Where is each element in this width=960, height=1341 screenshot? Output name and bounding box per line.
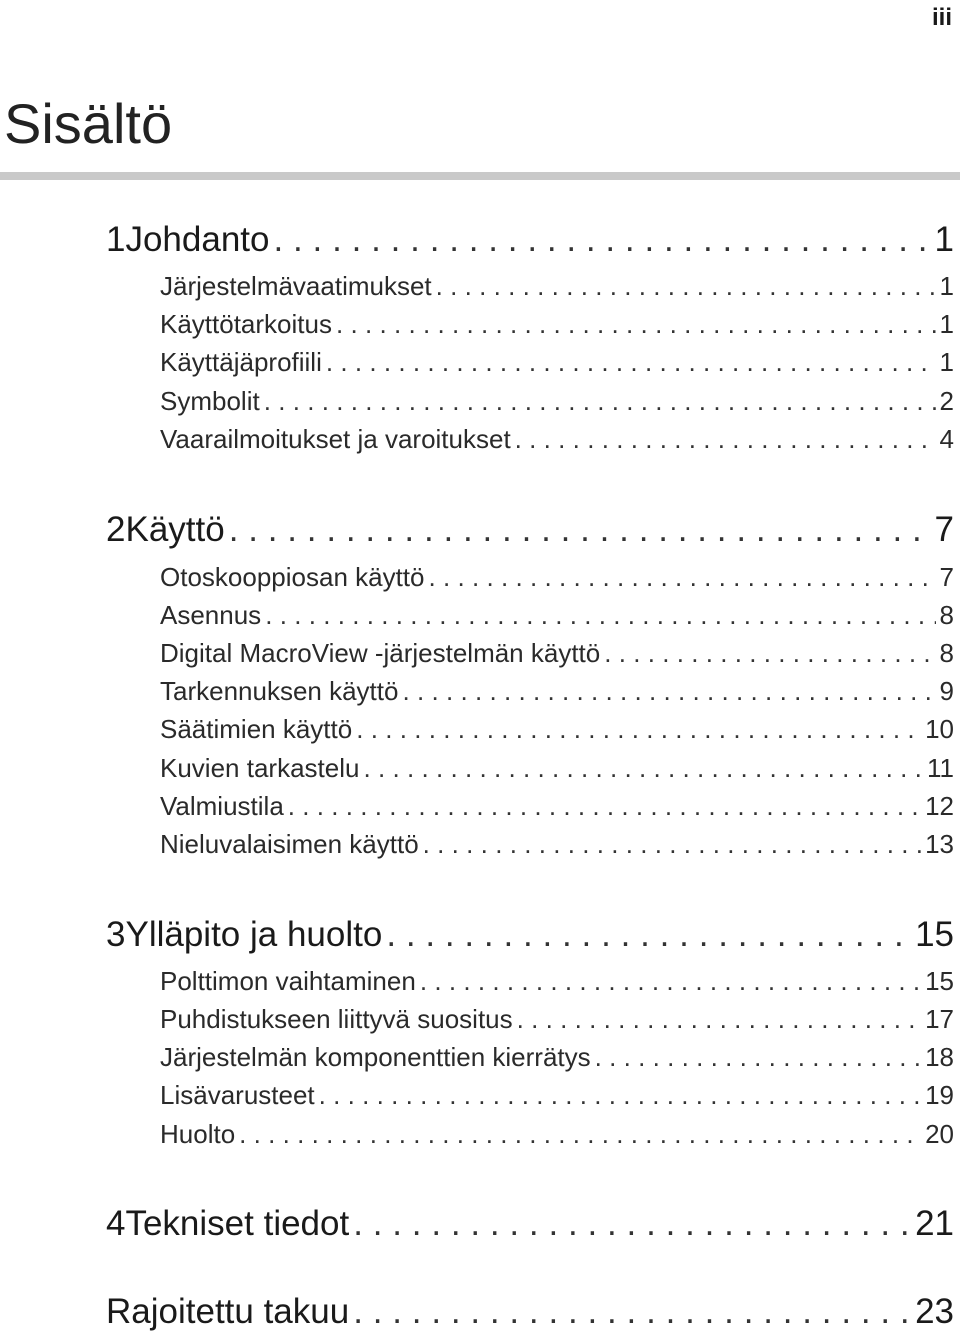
entry-title: Järjestelmävaatimukset (160, 271, 432, 301)
toc-entry[interactable] (0, 271, 960, 302)
chapter-page: 15 (915, 915, 954, 954)
toc-entry[interactable] (0, 386, 960, 417)
dot-leader (436, 271, 936, 302)
entry-page: 1 (939, 309, 954, 339)
dot-leader (274, 220, 931, 260)
toc-entry[interactable] (0, 829, 960, 860)
toc-entry[interactable] (0, 1080, 960, 1111)
entry-title: Nieluvalaisimen käyttö (160, 829, 419, 859)
toc-chapter-4[interactable] (0, 1204, 960, 1244)
entry-page: 9 (939, 676, 954, 706)
toc-entry[interactable] (0, 676, 960, 707)
chapter-title: Tekniset tiedot (125, 1204, 350, 1243)
title-divider (0, 172, 960, 180)
entry-title: Digital MacroView -järjestelmän käyttö (160, 638, 601, 668)
dot-leader (402, 676, 935, 707)
chapter-title: Käyttö (125, 510, 225, 549)
dot-leader (288, 791, 921, 822)
entry-title: Järjestelmän komponenttien kierrätys (160, 1042, 591, 1072)
entry-title: Valmiustila (160, 791, 284, 821)
entry-title: Vaarailmoitukset ja varoitukset (160, 424, 511, 454)
chapter-page: 21 (915, 1204, 954, 1243)
dot-leader (353, 1292, 911, 1332)
dot-leader (326, 347, 936, 378)
chapter-title: Rajoitettu takuu (106, 1292, 350, 1331)
entry-title: Polttimon vaihtaminen (160, 966, 416, 996)
entry-page: 18 (925, 1042, 954, 1072)
dot-leader (264, 386, 936, 417)
entry-page: 1 (939, 347, 954, 377)
toc-chapter-warranty[interactable] (0, 1292, 960, 1332)
entry-title: Kuvien tarkastelu (160, 753, 360, 783)
entry-page: 17 (925, 1004, 954, 1034)
toc-entry[interactable] (0, 600, 960, 631)
chapter-title: Johdanto (125, 220, 270, 259)
entry-page: 1 (939, 271, 954, 301)
dot-leader (429, 562, 936, 593)
entry-title: Otoskooppiosan käyttö (160, 562, 425, 592)
entry-page: 20 (925, 1119, 954, 1149)
chapter-title: Ylläpito ja huolto (125, 915, 383, 954)
dot-leader (336, 309, 936, 340)
chapter-page: 23 (915, 1292, 954, 1331)
chapter-page: 7 (934, 510, 954, 549)
chapter-number: 2 (106, 510, 126, 549)
entry-page: 8 (939, 638, 954, 668)
entry-title: Lisävarusteet (160, 1080, 315, 1110)
toc-entry[interactable] (0, 966, 960, 997)
entry-title: Symbolit (160, 386, 260, 416)
toc-entry[interactable] (0, 347, 960, 378)
chapter-page: 1 (934, 220, 954, 259)
toc-entry[interactable] (0, 562, 960, 593)
dot-leader (356, 714, 921, 745)
toc-entry[interactable] (0, 638, 960, 669)
toc-entry[interactable] (0, 424, 960, 455)
dot-leader (595, 1042, 921, 1073)
toc-entry[interactable] (0, 791, 960, 822)
toc-chapter-3[interactable] (0, 915, 960, 955)
dot-leader (229, 510, 931, 550)
entry-page: 19 (925, 1080, 954, 1110)
dot-leader (239, 1119, 921, 1150)
dot-leader (517, 1004, 921, 1035)
entry-page: 15 (925, 966, 954, 996)
entry-page: 2 (939, 386, 954, 416)
toc-chapter-2[interactable] (0, 510, 960, 550)
entry-page: 8 (939, 600, 954, 630)
dot-leader (604, 638, 935, 669)
toc-entry[interactable] (0, 1119, 960, 1150)
entry-title: Asennus (160, 600, 262, 630)
chapter-number: 4 (106, 1204, 126, 1243)
dot-leader (319, 1080, 921, 1111)
dot-leader (420, 966, 921, 997)
entry-title: Huolto (160, 1119, 236, 1149)
page-title: Sisältö (4, 92, 173, 155)
entry-page: 12 (925, 791, 954, 821)
dot-leader (353, 1204, 911, 1244)
dot-leader (423, 829, 921, 860)
toc-entry[interactable] (0, 309, 960, 340)
toc-entry[interactable] (0, 1004, 960, 1035)
entry-title: Käyttäjäprofiili (160, 347, 322, 377)
toc-entry[interactable] (0, 753, 960, 784)
toc-entry[interactable] (0, 714, 960, 745)
dot-leader (386, 915, 911, 955)
chapter-number: 1 (106, 220, 126, 259)
entry-title: Tarkennuksen käyttö (160, 676, 399, 706)
entry-page: 10 (925, 714, 954, 744)
dot-leader (515, 424, 936, 455)
entry-page: 11 (927, 753, 954, 783)
dot-leader (363, 753, 923, 784)
entry-title: Puhdistukseen liittyvä suositus (160, 1004, 513, 1034)
toc-entry[interactable] (0, 1042, 960, 1073)
entry-title: Käyttötarkoitus (160, 309, 332, 339)
toc-chapter-1[interactable] (0, 220, 960, 260)
chapter-number: 3 (106, 915, 126, 954)
entry-page: 13 (925, 829, 954, 859)
entry-title: Säätimien käyttö (160, 714, 353, 744)
entry-page: 7 (939, 562, 954, 592)
dot-leader (265, 600, 935, 631)
page-number: iii (931, 4, 952, 31)
entry-page: 4 (939, 424, 954, 454)
